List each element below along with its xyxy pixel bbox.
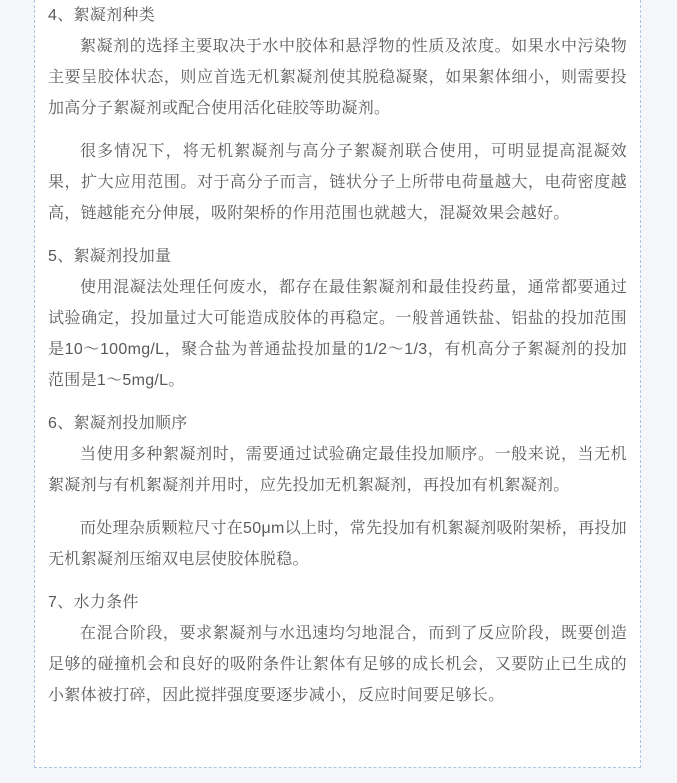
- paragraph: 在混合阶段，要求絮凝剂与水迅速均匀地混合，而到了反应阶段，既要创造足够的碰撞机会和良好的吸附条件让絮体有足够的成长机会，又要防止已生成的小絮体被打碎，因此搅拌强度要逐步减小，反应时间要足够长。: [48, 625, 627, 704]
- paragraph: 很多情况下，将无机絮凝剂与高分子絮凝剂联合使用，可明显提高混凝效果，扩大应用范围。对于高分子而言，链状分子上所带电荷量越大，电荷密度越高，链越能充分伸展，吸附架桥的作用范围也就越大，混凝效果会越好。: [48, 143, 627, 222]
- section-heading: 6、絮凝剂投加顺序: [48, 415, 188, 432]
- section-heading: 5、絮凝剂投加量: [48, 248, 172, 265]
- paragraph: 当使用多种絮凝剂时，需要通过试验确定最佳投加顺序。一般来说，当无机絮凝剂与有机絮凝剂并用时，应先投加无机絮凝剂，再投加有机絮凝剂。: [48, 446, 627, 494]
- article-card: [34, 0, 641, 768]
- article-body: [48, 0, 627, 711]
- section-heading: 7、水力条件: [48, 594, 139, 611]
- paragraph: 使用混凝法处理任何废水，都存在最佳絮凝剂和最佳投药量，通常都要通过试验确定，投加量过大可能造成胶体的再稳定。一般普通铁盐、铝盐的投加范围是10～100mg/L，聚合盐为普通盐投加量的1/2～1/3，有机高分子絮凝剂的投加范围是1～5mg/L。: [48, 279, 627, 389]
- paragraph: 而处理杂质颗粒尺寸在50μm以上时，常先投加有机絮凝剂吸附架桥，再投加无机絮凝剂压缩双电层使胶体脱稳。: [48, 520, 627, 568]
- section-heading: 4、絮凝剂种类: [48, 7, 155, 24]
- paragraph: 絮凝剂的选择主要取决于水中胶体和悬浮物的性质及浓度。如果水中污染物主要呈胶体状态，则应首选无机絮凝剂使其脱稳凝聚，如果絮体细小，则需要投加高分子絮凝剂或配合使用活化硅胶等助凝剂。: [48, 38, 627, 117]
